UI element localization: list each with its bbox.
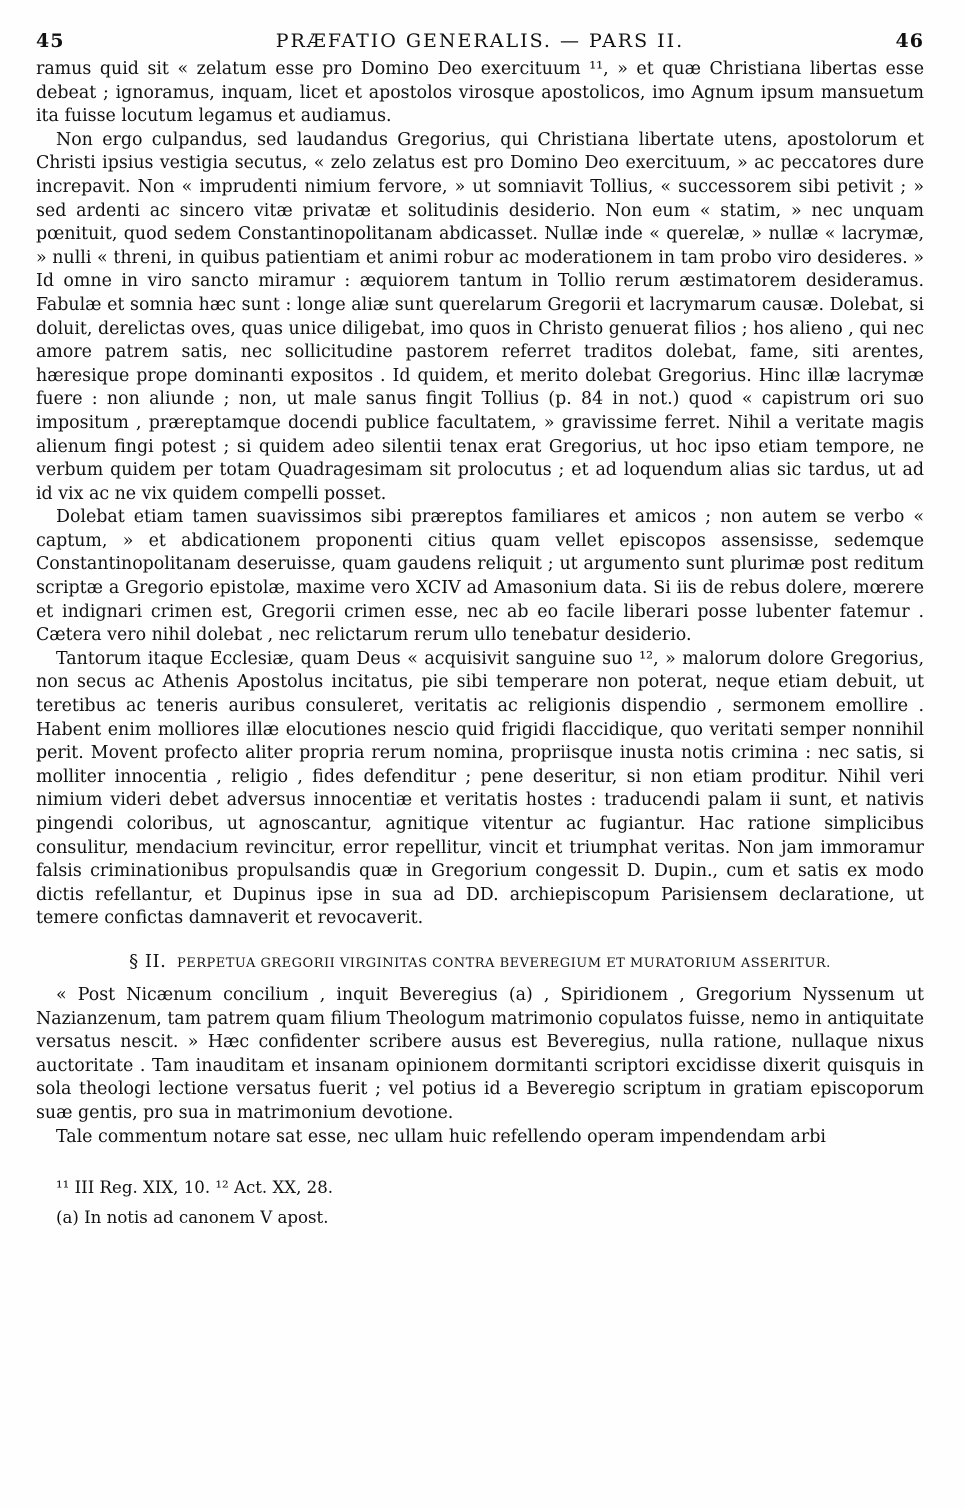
- right-page-number: 46: [895, 30, 924, 52]
- running-header: [36, 30, 924, 52]
- footnote: ¹¹ III Reg. XIX, 10. ¹² Act. XX, 28.: [56, 1178, 334, 1198]
- paragraph: « Post Nicænum concilium , inquit Beveregius (a) , Spiridionem , Gregorium Nyssenum ut Nazianzenum, tam patrem quam filium Theologum matrimonio copulatos fuisse, nemo in antiquitate versatus nescit. » Hæc confidenter scribere ausus est Beveregius, nulla ratione, nullaque nixus auctoritate . Tam inauditam et insanam opinionem dormitanti scriptori excidisse dixerit quisquis in sola theologi lectione versatus fuerit ; vel potius id a Beveregio scriptum in gratiam episcoporum suæ gentis, pro sua in matrimonium devotione.: [36, 984, 924, 1123]
- section-heading: [36, 951, 924, 972]
- paragraph: Tale commentum notare sat esse, nec ullam huic refellendo operam impendendam arbi: [56, 1126, 826, 1147]
- footnote: (a) In notis ad canonem V apost.: [56, 1208, 329, 1228]
- left-page-number: 45: [36, 30, 65, 52]
- paragraph: Dolebat etiam tamen suavissimos sibi præreptos familiares et amicos ; non autem se verbo « captum, » et abdicationem proponenti citius quam vellet episcopos assensisse, sedemque Constantinopolitanam deseruisse, quam gaudens reliquit ; ut argumento sunt plurimæ post reditum scriptæ a Gregorio epistolæ, maxime vero XCIV ad Amasonium data. Si iis de rebus dolere, mœrere et indignari crimen est, Gregorii crimen esse, nec ab eo facile liberari posse lubenter fatemur . Cætera vero nihil dolebat , nec relictarum rerum ullo tenebatur desiderio.: [36, 507, 924, 646]
- section-mark: § II.: [129, 950, 167, 972]
- paragraph: Tantorum itaque Ecclesiæ, quam Deus « acquisivit sanguine suo ¹², » malorum dolore Gregorius, non secus ac Athenis Apostolus incitatus, pie sibi temperare non poterat, neque etiam debuit, ut teretibus ac teneris auribus consuleret, veritatis ac religionis dispendio , sermonem emollire . Habent enim molliores illæ elocutiones nescio quid frigidi flaccidique, quo veritati semper nonnihil perit. Movent profecto aliter propria rerum nomina, propriisque inusta notis crimina : nec satis, si molliter innocentia , religio , fides defenditur ; pene deseritur, si non etiam proditur. Nihil veri nimium videri debet adversus innocentiæ et veritatis hostes : traducendi palam ii sunt, et nativis pingendi coloribus, ut agnoscantur, agnitique vitentur ac fugiantur. Hac ratione simplicibus consulitur, mendacium revincitur, error repellitur, vincit et triumphat veritas. Non jam immoramur falsis criminationibus propulsandis quæ in Gregorium congessit D. Dupin., cum et satis ex modo dictis refellantur, et Dupinus ipse in sua ad DD. archiepiscopum Parisiensem declaratione, ut temere confictas damnaverit et revocaverit.: [36, 648, 924, 929]
- paragraph: Non ergo culpandus, sed laudandus Gregorius, qui Christiana libertate utens, apostolorum et Christi ipsius vestigia secutus, « zelo zelatus est pro Domino Deo exercituum, » ac peccatores dure increpavit. Non « imprudenti nimium fervore, » ut somniavit Tollius, « successorem sibi petivit ; » sed ardenti ac sincero vitæ privatæ et solitudinis desiderio. Non eum « statim, » nec unquam pœnituit, quod sedem Constantinopolitanam abdicasset. Nullæ inde « querelæ, » nullæ « lacrymæ, » nulli « threni, in quibus patientiam et animi robur ac moderationem in tam probo viro desideres. » Id omne in viro sancto miramur : æquiorem tantum in Tollio rerum æstimatorem desideramus. Fabulæ et somnia hæc sunt : longe aliæ sunt querelarum Gregorii et lacrymarum causæ. Dolebat, si doluit, derelictas oves, quas unice diligebat, imo quos in Christo genuerat filios ; hos alieno , qui nec amore patrem satis, nec sollicitudine pastorem referret traditos dolebat, fame, siti arentes, hæresique prope dominanti expositos . Id quidem, et merito dolebat Gregorius. Hinc illæ lacrymæ fuere : non aliunde ; non, ut male sanus fingit Tollius (p. 84 in not.) quod « capistrum ori suo impositum , præreptamque docendi publice facultatem, » gravissime ferret. Nihil a veritate magis alienum fingi potest ; si quidem adeo silentii tenax erat Gregorius, ut hoc ipso etiam tempore, ne verbum quidem per totam Quadragesimam sit prolocutus ; et ad loquendum alias sic tardus, ut ad id vix ac ne vix quidem compelli posset.: [36, 129, 924, 504]
- running-title: PRÆFATIO GENERALIS. — PARS II.: [275, 30, 685, 52]
- paragraph: ramus quid sit « zelatum esse pro Domino Deo exercituum ¹¹, » et quæ Christiana libertas esse debeat ; ignoramus, inquam, licet et apostolos virosque apostolicos, imo Agnum ipsum mansuetum ita fuisse locutum legamus et audiamus.: [36, 59, 924, 127]
- footnotes: [36, 1173, 924, 1233]
- section-title: PERPETUA GREGORII VIRGINITAS CONTRA BEVEREGIUM ET MURATORIUM ASSERITUR.: [176, 955, 831, 971]
